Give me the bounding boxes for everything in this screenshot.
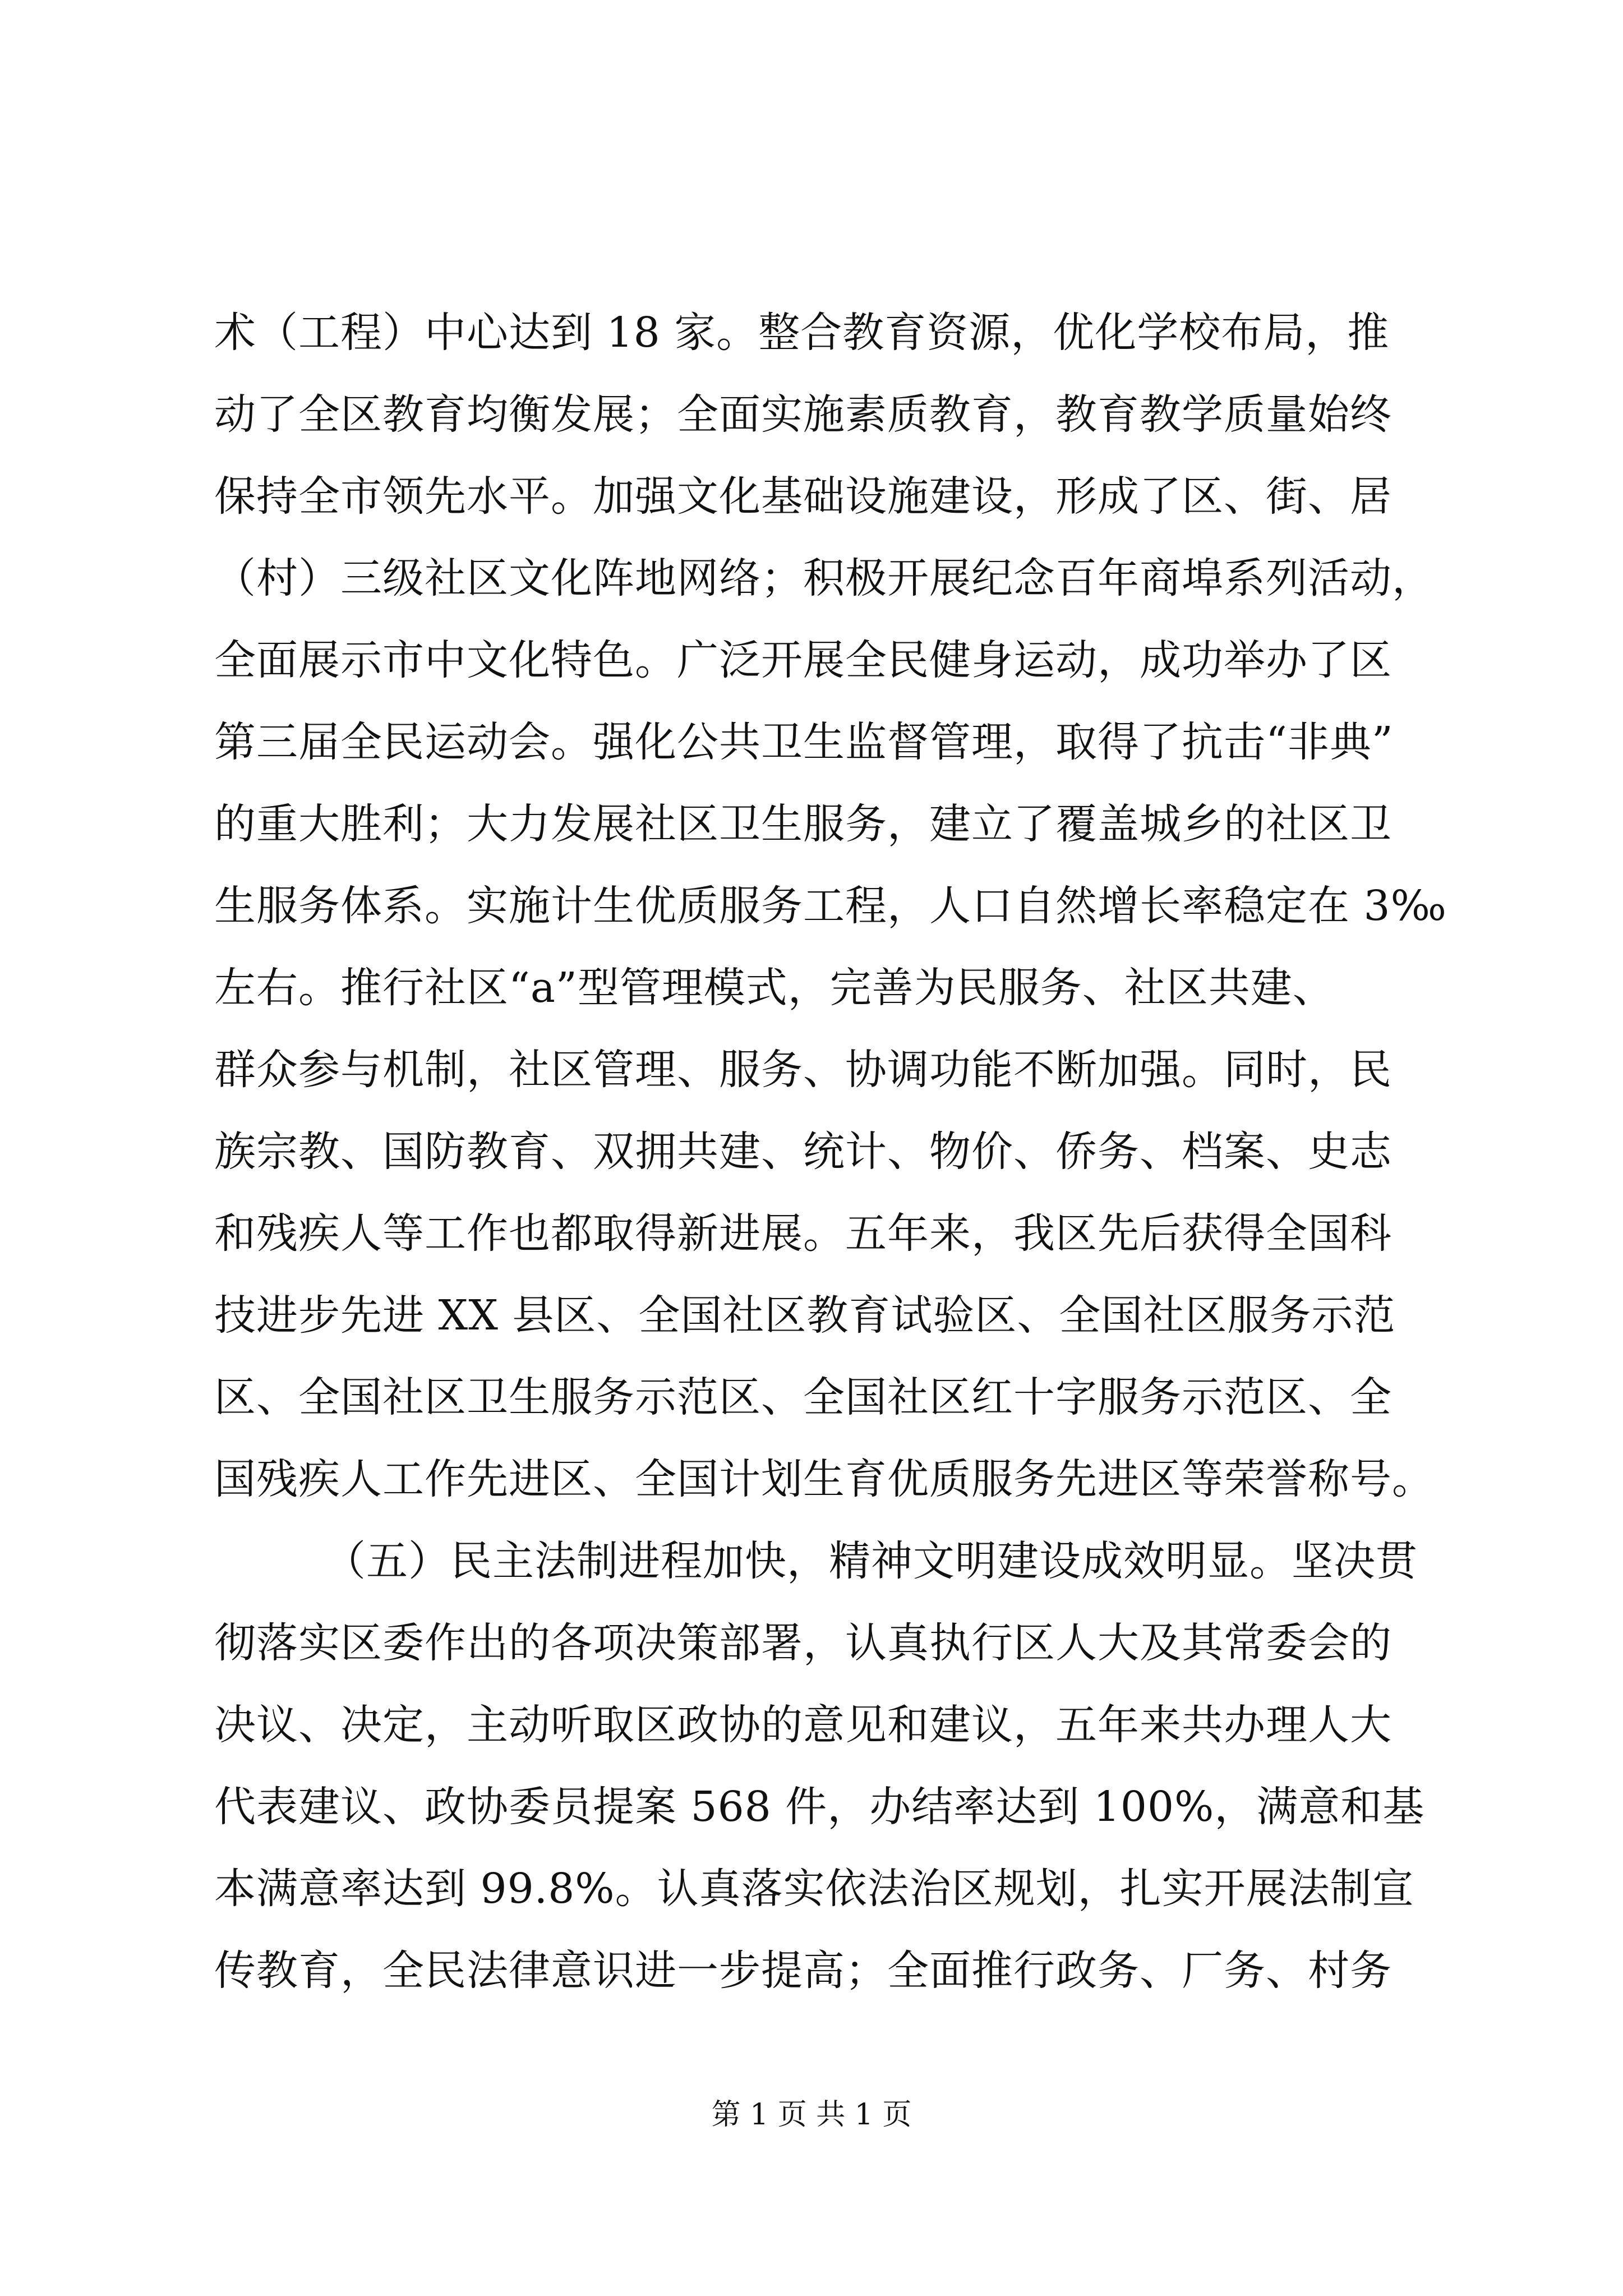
text-line: 保持全市领先水平。加强文化基础设施建设，形成了区、街、居 (214, 472, 1392, 521)
document-body (214, 292, 1447, 2012)
text-line: （村）三级社区文化阵地网络；积极开展纪念百年商埠系列活动， (214, 554, 1434, 602)
page-footer (0, 2095, 1623, 2134)
text-line: 的重大胜利；大力发展社区卫生服务，建立了覆盖城乡的社区卫 (214, 800, 1392, 848)
text-line: 术（工程）中心达到 18 家。整合教育资源，优化学校布局，推 (214, 309, 1390, 357)
page-number-label: 第 1 页 共 1 页 (711, 2098, 912, 2132)
text-line: 左右。推行社区“a”型管理模式，完善为民服务、社区共建、 (214, 964, 1335, 1012)
text-line: 生服务体系。实施计生优质服务工程，人口自然增长率稳定在 3‰ (214, 882, 1447, 930)
text-line: 国残疾人工作先进区、全国计划生育优质服务先进区等荣誉称号。 (214, 1455, 1434, 1503)
text-line: 本满意率达到 99.8%。认真落实依法治区规划，扎实开展法制宣 (214, 1865, 1414, 1913)
text-line: 第三届全民运动会。强化公共卫生监督管理，取得了抗击“非典” (214, 718, 1394, 766)
text-line: 区、全国社区卫生服务示范区、全国社区红十字服务示范区、全 (214, 1373, 1392, 1421)
text-line: 和残疾人等工作也都取得新进展。五年来，我区先后获得全国科 (214, 1209, 1392, 1258)
text-line: 彻落实区委作出的各项决策部署，认真执行区人大及其常委会的 (214, 1619, 1392, 1667)
text-line: 决议、决定，主动听取区政协的意见和建议，五年来共办理人大 (214, 1701, 1392, 1749)
text-line: 技进步先进 XX 县区、全国社区教育试验区、全国社区服务示范 (214, 1291, 1396, 1340)
text-line: 全面展示市中文化特色。广泛开展全民健身运动，成功举办了区 (214, 636, 1392, 684)
text-line: 族宗教、国防教育、双拥共建、统计、物价、侨务、档案、史志 (214, 1128, 1392, 1176)
paragraph-start-line: （五）民主法制进程加快，精神文明建设成效明显。坚决贯 (324, 1537, 1418, 1585)
text-line: 群众参与机制，社区管理、服务、协调功能不断加强。同时，民 (214, 1046, 1392, 1094)
text-line: 传教育，全民法律意识进一步提高；全面推行政务、厂务、村务 (214, 1947, 1392, 1995)
text-line: 代表建议、政协委员提案 568 件，办结率达到 100%，满意和基 (214, 1783, 1425, 1831)
text-line: 动了全区教育均衡发展；全面实施素质教育，教育教学质量始终 (214, 390, 1392, 439)
